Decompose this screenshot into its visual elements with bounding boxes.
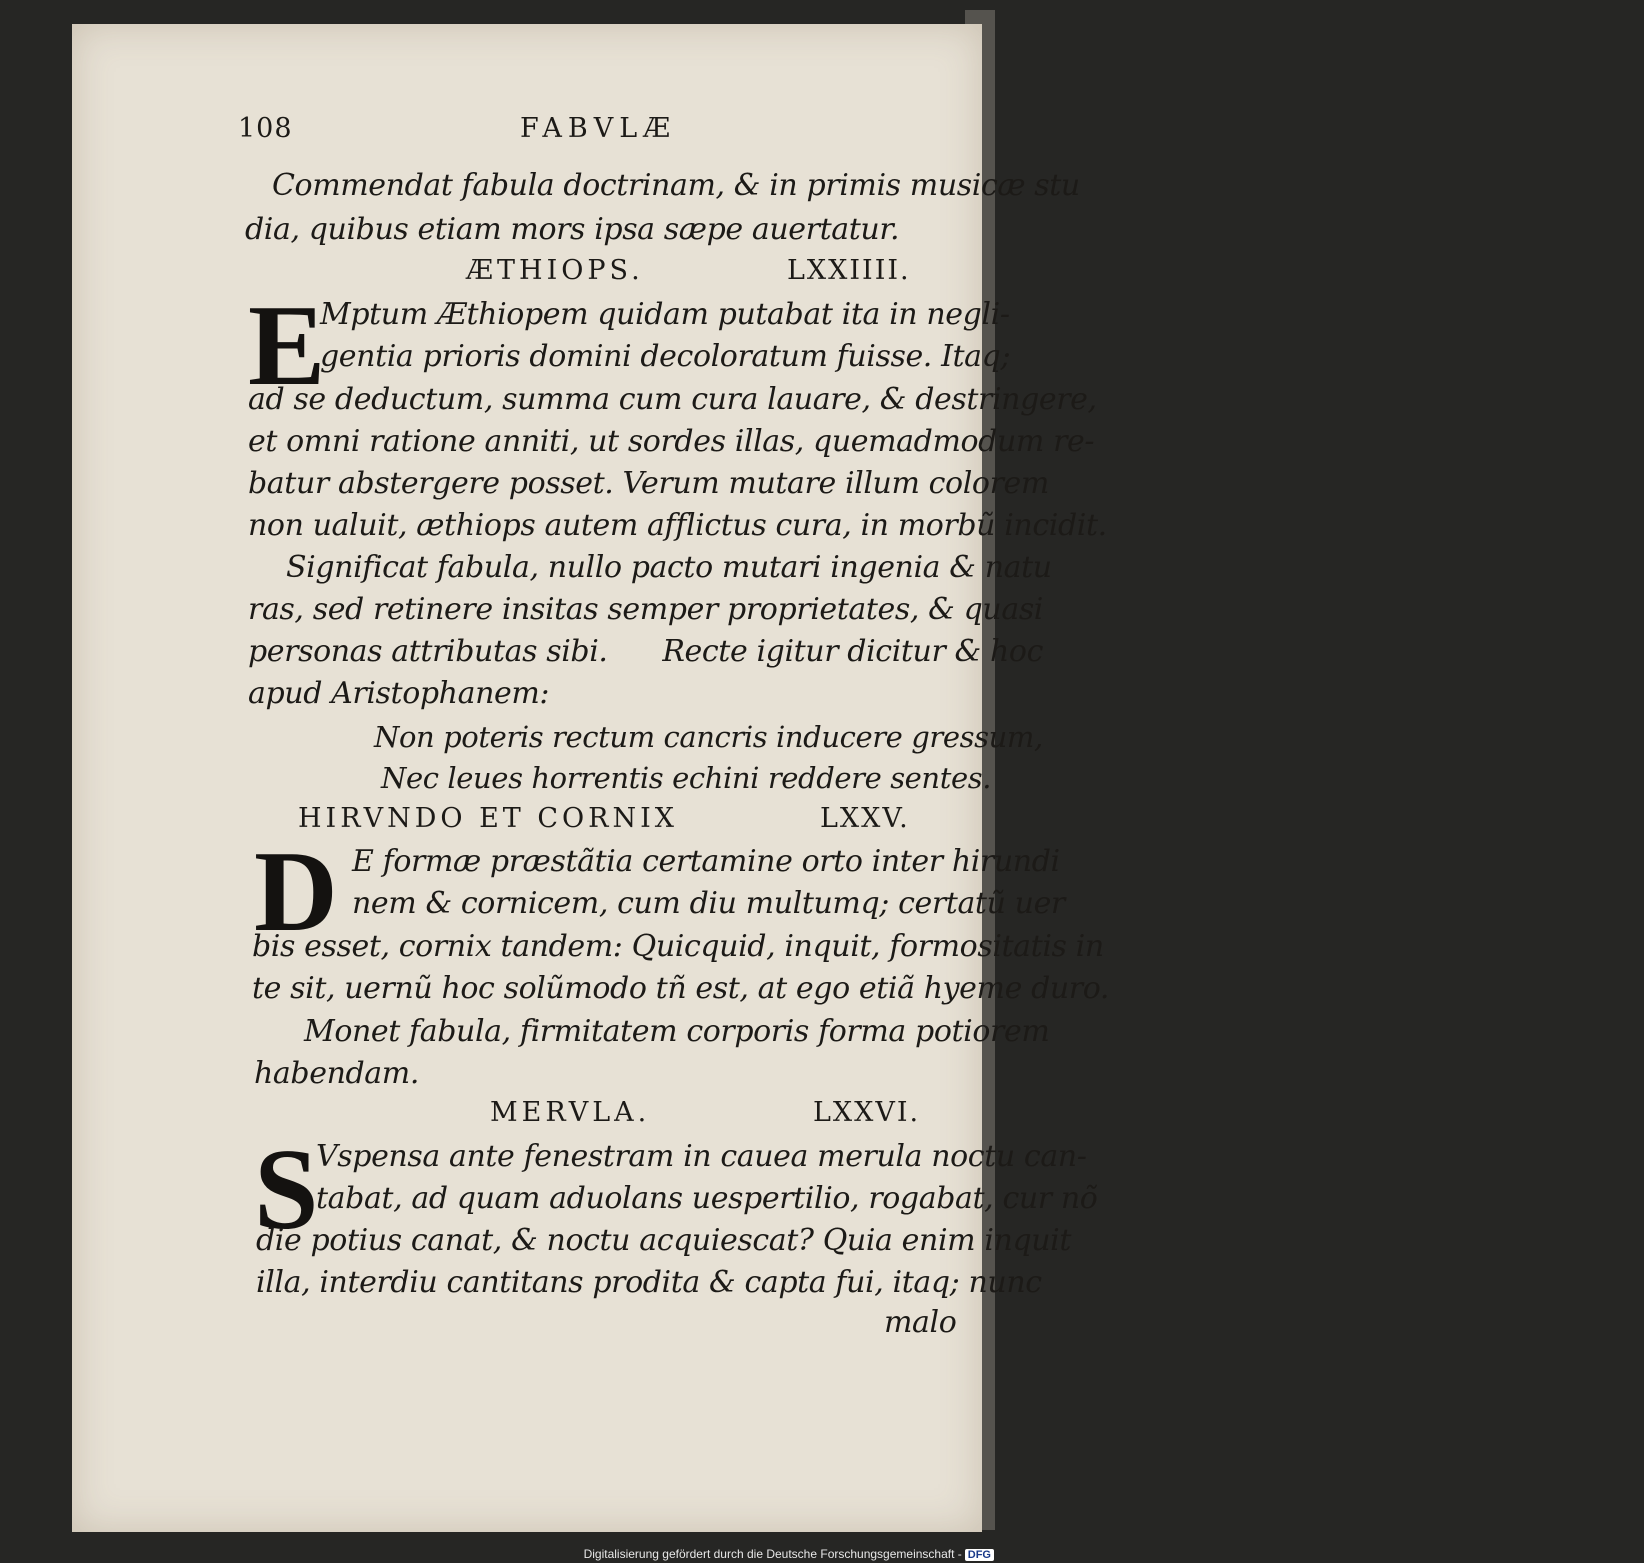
moral-line: habendam. [254, 1056, 419, 1091]
fable-number: LXXVI. [813, 1097, 921, 1128]
drop-cap-initial: S [254, 1126, 319, 1254]
running-title: FABVLÆ [520, 113, 677, 144]
moral-line: Significat fabula, nullo pacto mutari ingenia & natu [286, 550, 1052, 585]
page-number: 108 [238, 113, 293, 144]
moral-line: personas attributas sibi. Recte igitur dicitur & hoc [248, 634, 1043, 669]
digitization-credit [584, 1547, 994, 1561]
fable-text-line: gentia prioris domini decoloratum fuisse. Itaq; [320, 339, 1011, 374]
fable-number: LXXIIII. [787, 255, 911, 286]
verse-line: Non poteris rectum cancris inducere gressum, [374, 720, 1043, 754]
fable-text-line: te sit, uernũ hoc solũmodo tñ est, at ego etiã hyeme duro. [252, 971, 1110, 1006]
moral-line: dia, quibus etiam mors ipsa sæpe auertatur. [245, 212, 900, 247]
fable-title: MERVLA. [490, 1097, 651, 1128]
drop-cap-initial: D [254, 828, 338, 956]
fable-text-line: Vspensa ante fenestram in cauea merula noctu can- [316, 1139, 1087, 1174]
moral-line: ras, sed retinere insitas semper proprietates, & quasi [248, 592, 1044, 627]
fable-text-line: nem & cornicem, cum diu multumq; certatũ uer [352, 886, 1065, 921]
fable-text-line: die potius canat, & noctu acquiescat? Quia enim inquit [256, 1223, 1072, 1258]
fable-text-line: ad se deductum, summa cum cura lauare, & destringere, [248, 382, 1097, 417]
fable-text-line: non ualuit, æthiops autem afflictus cura, in morbũ incidit. [248, 508, 1107, 543]
fable-text-line: Mptum Æthiopem quidam putabat ita in negli- [320, 297, 1010, 332]
drop-cap-initial: E [248, 282, 326, 410]
fable-number: LXXV. [820, 803, 910, 834]
fable-text-line: et omni ratione anniti, ut sordes illas, quemadmodum re- [248, 424, 1095, 459]
fable-text-line: E formæ præstãtia certamine orto inter hirundi [352, 844, 1060, 879]
dfg-badge: DFG [965, 1549, 994, 1561]
fable-text-line: illa, interdiu cantitans prodita & capta fui, itaq; nunc [256, 1265, 1042, 1300]
moral-line: apud Aristophanem: [248, 676, 550, 711]
catchword: malo [884, 1305, 957, 1340]
fable-title: ÆTHIOPS. [466, 255, 644, 286]
fable-title: HIRVNDO ET CORNIX [298, 803, 679, 834]
fable-text-line: bis esset, cornix tandem: Quicquid, inquit, formositatis in [252, 929, 1104, 964]
fable-text-line: tabat, ad quam aduolans uespertilio, rogabat, cur nõ [316, 1181, 1098, 1216]
moral-line: Commendat fabula doctrinam, & in primis musicæ stu [272, 168, 1080, 203]
fable-text-line: batur abstergere posset. Verum mutare illum colorem [248, 466, 1049, 501]
verse-line: Nec leues horrentis echini reddere sentes. [381, 761, 992, 795]
moral-line: Monet fabula, firmitatem corporis forma potiorem [304, 1014, 1050, 1049]
credit-text: Digitalisierung gefördert durch die Deutsche Forschungsgemeinschaft - [583, 1547, 962, 1561]
